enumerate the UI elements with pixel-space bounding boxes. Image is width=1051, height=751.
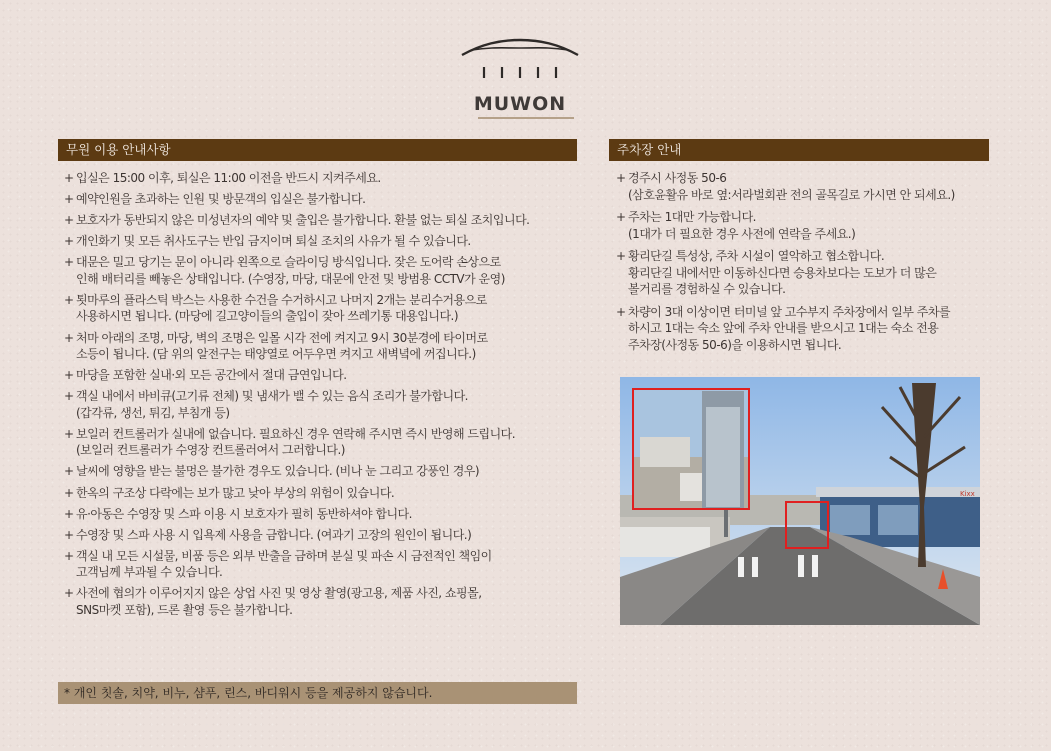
list-item: + 경주시 사정동 50-6 (삼호윤활유 바로 옆:서라벌회관 전의 골목길로 가시면 안 되세요.) (616, 170, 996, 203)
list-item: + 한옥의 구조상 다락에는 보가 많고 낮아 부상의 위험이 있습니다. (64, 485, 576, 502)
list-item: + 보호자가 동반되지 않은 미성년자의 예약 및 출입은 불가합니다. 환불 없는 퇴실 조치입니다. (64, 212, 576, 229)
list-item: + 대문은 밀고 당기는 문이 아니라 왼쪽으로 슬라이딩 방식입니다. 잦은 도어락 손상으로 인해 배터리를 빼놓은 상태입니다. (수영장, 마당, 대문에 안전 및 방범용 CCTV가 운영) (64, 254, 576, 287)
muwon-logo (460, 38, 580, 124)
list-item: + 수영장 및 스파 사용 시 입욕제 사용을 금합니다. (여과기 고장의 원인이 됩니다.) (64, 527, 576, 544)
hanok-roof-icon (460, 38, 580, 90)
list-item: + 개인화기 및 모든 취사도구는 반입 금지이며 퇴실 조치의 사유가 될 수 있습니다. (64, 233, 576, 250)
list-item: + 객실 내 모든 시설물, 비품 등은 외부 반출을 금하며 분실 및 파손 시 금전적인 책임이 고객님께 부과될 수 있습니다. (64, 548, 576, 581)
list-item: + 주차는 1대만 가능합니다. (1대가 더 필요한 경우 사전에 연락을 주세요.) (616, 209, 996, 242)
brand-name: MUWON (473, 93, 567, 115)
list-item: + 처마 아래의 조명, 마당, 벽의 조명은 일몰 시각 전에 켜지고 9시 30분경에 타이머로 소등이 됩니다. (담 위의 알전구는 태양열로 어두우면 켜지고 새벽녘에 꺼집니다.) (64, 330, 576, 363)
kixx-sign: Kixx (960, 490, 975, 498)
amenities-notice: * 개인 칫솔, 치약, 비누, 샴푸, 린스, 바디워시 등을 제공하지 않습니다. (58, 682, 577, 704)
list-item: + 객실 내에서 바비큐(고기류 전체) 및 냄새가 밸 수 있는 음식 조리가 불가합니다. (갑각류, 생선, 튀김, 부침개 등) (64, 388, 576, 421)
list-item: + 보일러 컨트롤러가 실내에 없습니다. 필요하신 경우 연락해 주시면 즉시 반영해 드립니다. (보일러 컨트롤러가 수영장 컨트롤러여서 그러합니다.) (64, 426, 576, 459)
list-item: + 입실은 15:00 이후, 퇴실은 11:00 이전을 반드시 지켜주세요. (64, 170, 576, 187)
parking-street-photo (620, 377, 980, 625)
list-item: + 사전에 협의가 이루어지지 않은 상업 사진 및 영상 촬영(광고용, 제품 사진, 쇼핑몰, SNS마켓 포함), 드론 촬영 등은 불가합니다. (64, 585, 576, 618)
list-item: + 예약인원을 초과하는 인원 및 방문객의 입실은 불가합니다. (64, 191, 576, 208)
parking-spot-inset (633, 389, 749, 509)
parking-info-list (616, 170, 996, 359)
logo-underline (478, 117, 574, 122)
usage-rules-list (64, 170, 576, 623)
list-item: + 차량이 3대 이상이면 터미널 앞 고수부지 주차장에서 일부 주차를 하시고 1대는 숙소 앞에 주차 안내를 받으시고 1대는 숙소 전용 주차장(사정동 50-6)을 이용하시면 됩니다. (616, 304, 996, 354)
list-item: + 황리단길 특성상, 주차 시설이 열악하고 협소합니다. 황리단길 내에서만 이동하신다면 승용차보다는 도보가 더 많은 볼거리를 경험하실 수 있습니다. (616, 248, 996, 298)
list-item: + 유·아동은 수영장 및 스파 이용 시 보호자가 필히 동반하셔야 합니다. (64, 506, 576, 523)
usage-guide-header: 무원 이용 안내사항 (58, 139, 577, 161)
parking-guide-header: 주차장 안내 (609, 139, 989, 161)
list-item: + 날씨에 영향을 받는 불멍은 불가한 경우도 있습니다. (비나 눈 그리고 강풍인 경우) (64, 463, 576, 480)
list-item: + 마당을 포함한 실내·외 모든 공간에서 절대 금연입니다. (64, 367, 576, 384)
list-item: + 툇마루의 플라스틱 박스는 사용한 수건을 수거하시고 나머지 2개는 분리수거용으로 사용하시면 됩니다. (마당에 길고양이들의 출입이 잦아 쓰레기통 대용입니다.) (64, 292, 576, 325)
